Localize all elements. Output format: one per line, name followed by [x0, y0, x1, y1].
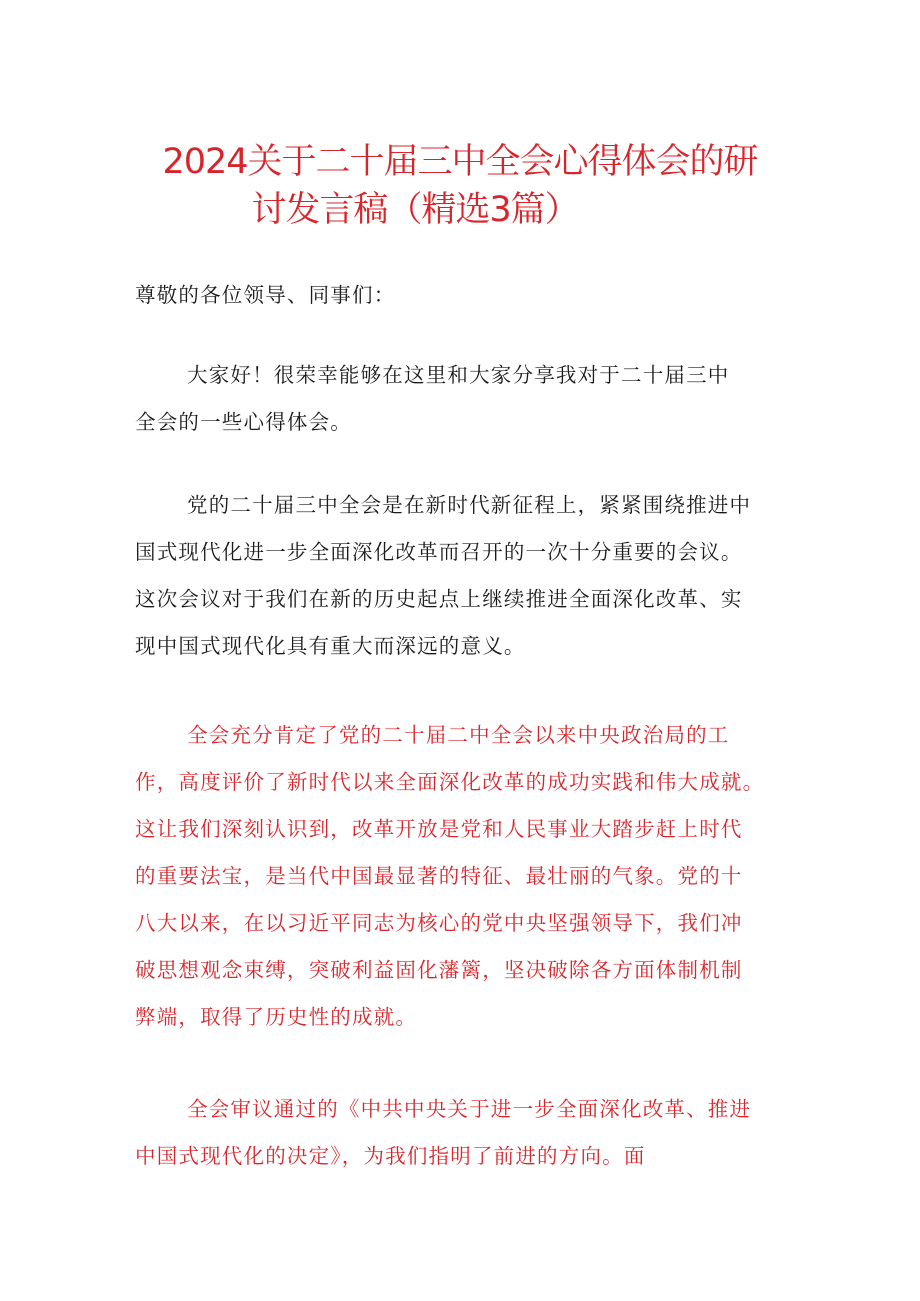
paragraph-line: 大家好！很荣幸能够在这里和大家分享我对于二十届三中	[187, 363, 730, 387]
greeting-text: 尊敬的各位领导、同事们：	[135, 283, 396, 307]
paragraph-line: 破思想观念束缚，突破利益固化藩篱，坚决破除各方面体制机制	[135, 958, 743, 982]
title-line: 2024关于二十届三中全会心得体会的研	[162, 142, 758, 182]
paragraph-plenum-significance	[135, 482, 800, 670]
paragraph-line: 弊端，取得了历史性的成就。	[135, 1005, 418, 1029]
paragraph-line: 的重要法宝，是当代中国最显著的特征、最壮丽的气象。党的十	[135, 864, 743, 888]
document-title	[60, 138, 860, 234]
paragraph-line: 这让我们深刻认识到，改革开放是党和人民事业大踏步赶上时代	[135, 817, 743, 841]
greeting	[135, 272, 800, 319]
paragraph-decision	[135, 1086, 800, 1180]
paragraph-line: 全会充分肯定了党的二十届二中全会以来中央政治局的工	[187, 723, 730, 747]
title-line: 讨发言稿（精选3篇）	[251, 190, 579, 230]
paragraph-reform-achievements	[135, 712, 800, 1041]
paragraph-line: 这次会议对于我们在新的历史起点上继续推进全面深化改革、实	[135, 587, 743, 611]
paragraph-line: 作，高度评价了新时代以来全面深化改革的成功实践和伟大成就。	[135, 770, 765, 794]
paragraph-line: 全会审议通过的《中共中央关于进一步全面深化改革、推进	[187, 1097, 752, 1121]
paragraph-line: 国式现代化进一步全面深化改革而召开的一次十分重要的会议。	[135, 540, 743, 564]
paragraph-line: 中国式现代化的决定》，为我们指明了前进的方向。面	[135, 1144, 646, 1168]
paragraph-line: 现中国式现代化具有重大而深远的意义。	[135, 634, 526, 658]
paragraph-intro	[135, 352, 800, 446]
paragraph-line: 党的二十届三中全会是在新时代新征程上，紧紧围绕推进中	[187, 493, 752, 517]
paragraph-line: 全会的一些心得体会。	[135, 410, 352, 434]
paragraph-line: 八大以来，在以习近平同志为核心的党中央坚强领导下，我们冲	[135, 911, 743, 935]
